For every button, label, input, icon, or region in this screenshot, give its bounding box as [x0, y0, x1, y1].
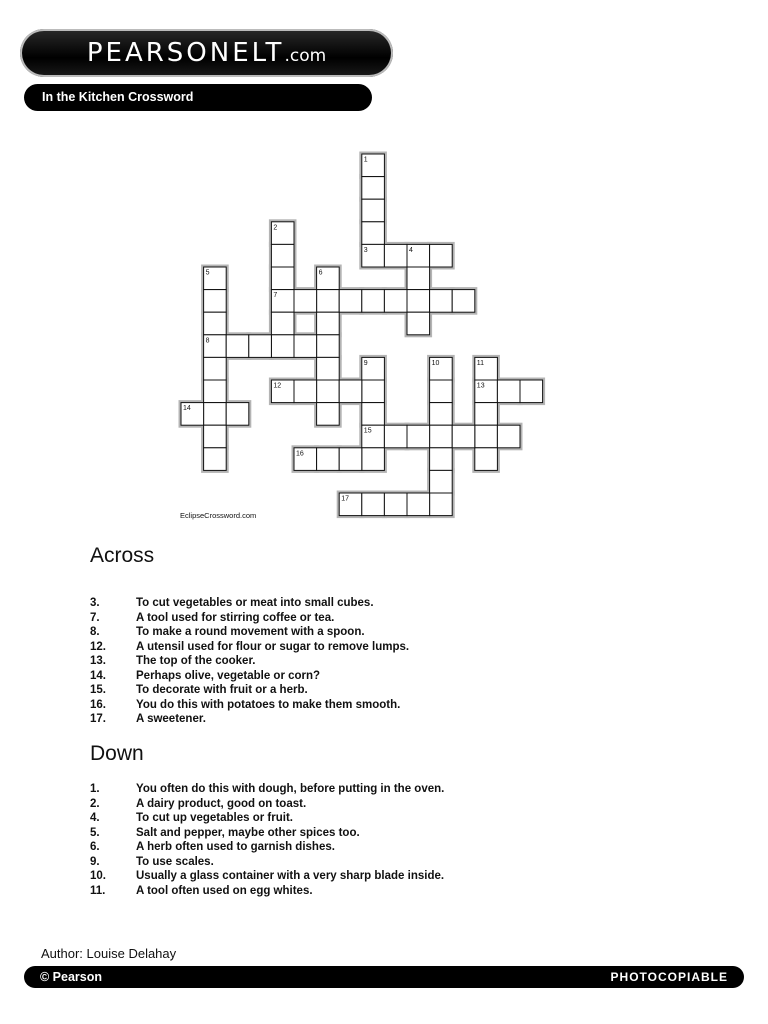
- grid-cell[interactable]: [407, 312, 430, 335]
- grid-cell[interactable]: [362, 403, 385, 426]
- grid-cell[interactable]: [430, 403, 453, 426]
- page-title: In the Kitchen Crossword: [42, 90, 194, 104]
- grid-cell[interactable]: [497, 380, 520, 403]
- clue-text: A utensil used for flour or sugar to remove lumps.: [136, 640, 410, 653]
- clue-number: 11.: [90, 884, 106, 897]
- grid-cell[interactable]: [430, 470, 453, 493]
- clue-text: To cut vegetables or meat into small cubes.: [136, 597, 374, 609]
- grid-cell[interactable]: [204, 425, 227, 448]
- clue-text: You do this with potatoes to make them smooth.: [136, 698, 401, 711]
- grid-cell[interactable]: [294, 380, 317, 403]
- cell-number: 6: [318, 269, 323, 277]
- grid-cell[interactable]: [430, 244, 453, 267]
- clue-number: 3.: [90, 597, 100, 609]
- cell-number: 3: [363, 246, 368, 254]
- clue-text: A sweetener.: [136, 713, 206, 725]
- clue-text: The top of the cooker.: [136, 655, 256, 667]
- grid-cell[interactable]: [204, 403, 227, 426]
- grid-cell[interactable]: [204, 290, 227, 313]
- grid-cell[interactable]: [362, 222, 385, 245]
- grid-cell[interactable]: [271, 312, 294, 335]
- grid-cell[interactable]: [317, 357, 340, 380]
- grid-cell[interactable]: [204, 448, 227, 471]
- clue-number: 13.: [90, 655, 106, 667]
- grid-cell[interactable]: [339, 290, 362, 313]
- clue-number: 12.: [90, 640, 106, 653]
- clue-number: 17.: [90, 713, 106, 725]
- clue-number: 4.: [90, 812, 100, 824]
- grid-cell[interactable]: [294, 335, 317, 358]
- grid-cell[interactable]: [407, 425, 430, 448]
- cell-number: 17: [341, 495, 349, 503]
- cell-number: 8: [205, 337, 210, 345]
- grid-cell[interactable]: [294, 290, 317, 313]
- clue-number: 7.: [90, 611, 100, 624]
- grid-cell[interactable]: [497, 425, 520, 448]
- clue-text: To decorate with fruit or a herb.: [136, 684, 308, 696]
- clue-number: 8.: [90, 626, 100, 638]
- clue-number: 14.: [90, 669, 106, 682]
- grid-cell[interactable]: [362, 290, 385, 313]
- photocopiable-label: PHOTOCOPIABLE: [610, 970, 728, 984]
- clue-text: Usually a glass container with a very sharp blade inside.: [136, 870, 445, 882]
- cell-number: 10: [431, 359, 440, 367]
- grid-cell[interactable]: [317, 312, 340, 335]
- grid-cell[interactable]: [430, 493, 453, 516]
- clue-text: A dairy product, good on toast.: [136, 797, 307, 810]
- grid-cell[interactable]: [407, 290, 430, 313]
- grid-cell[interactable]: [430, 380, 453, 403]
- grid-cell[interactable]: [362, 448, 385, 471]
- grid-cell[interactable]: [204, 357, 227, 380]
- grid-cell[interactable]: [384, 425, 407, 448]
- grid-cell[interactable]: [339, 448, 362, 471]
- grid-cell[interactable]: [520, 380, 543, 403]
- grid-cell[interactable]: [226, 335, 249, 358]
- grid-cell[interactable]: [407, 493, 430, 516]
- grid-cell[interactable]: [452, 290, 475, 313]
- grid-cell[interactable]: [339, 380, 362, 403]
- clue-number: 6.: [90, 841, 100, 853]
- clue-text: A tool used for stirring coffee or tea.: [136, 611, 335, 624]
- clue-text: A herb often used to garnish dishes.: [136, 841, 335, 853]
- cell-number: 2: [273, 224, 278, 232]
- cell-number: 15: [363, 427, 372, 435]
- grid-cell[interactable]: [249, 335, 272, 358]
- clue-text: Perhaps olive, vegetable or corn?: [136, 669, 321, 682]
- cell-number: 5: [205, 269, 210, 277]
- cell-number: 13: [476, 382, 485, 390]
- grid-cell[interactable]: [407, 267, 430, 290]
- author-credit: Author: Louise Delahay: [41, 946, 177, 961]
- grid-cell[interactable]: [317, 403, 340, 426]
- grid-cell[interactable]: [430, 425, 453, 448]
- grid-cell[interactable]: [317, 380, 340, 403]
- clue-number: 2.: [90, 797, 100, 810]
- cell-number: 16: [296, 450, 304, 458]
- grid-cell[interactable]: [362, 493, 385, 516]
- grid-cell[interactable]: [317, 448, 340, 471]
- logo-suffix-text: .com: [284, 46, 327, 66]
- clue-text: A tool often used on egg whites.: [136, 884, 313, 897]
- grid-cell[interactable]: [475, 425, 498, 448]
- clue-number: 16.: [90, 698, 106, 711]
- grid-cell[interactable]: [204, 312, 227, 335]
- clue-text: To cut up vegetables or fruit.: [136, 812, 293, 824]
- grid-cell[interactable]: [271, 267, 294, 290]
- clue-text: To use scales.: [136, 855, 214, 868]
- grid-cell[interactable]: [475, 403, 498, 426]
- grid-cell[interactable]: [430, 448, 453, 471]
- grid-cell[interactable]: [384, 244, 407, 267]
- clue-number: 9.: [90, 855, 100, 868]
- grid-cell[interactable]: [271, 335, 294, 358]
- grid-cell[interactable]: [362, 177, 385, 200]
- cell-number: 7: [273, 292, 278, 300]
- grid-cell[interactable]: [317, 290, 340, 313]
- cell-number: 11: [476, 359, 485, 367]
- clue-text: To make a round movement with a spoon.: [136, 626, 365, 638]
- clue-text: You often do this with dough, before putting in the oven.: [136, 783, 445, 795]
- clue-number: 5.: [90, 826, 100, 839]
- grid-cell[interactable]: [384, 493, 407, 516]
- grid-cell[interactable]: [384, 290, 407, 313]
- grid-cell[interactable]: [362, 380, 385, 403]
- clue-number: 15.: [90, 684, 106, 696]
- logo-main-text: PEARSONELT: [86, 38, 285, 68]
- cell-number: 1: [363, 156, 368, 164]
- grid-cell[interactable]: [317, 335, 340, 358]
- footer-banner: [24, 966, 744, 988]
- copyright-label: © Pearson: [40, 970, 103, 984]
- grid-cell[interactable]: [475, 448, 498, 471]
- across-heading: Across: [90, 544, 155, 567]
- grid-cell[interactable]: [430, 290, 453, 313]
- cell-number: 12: [273, 382, 282, 390]
- cell-number: 9: [363, 359, 368, 367]
- grid-cell[interactable]: [271, 244, 294, 267]
- down-heading: Down: [90, 742, 144, 765]
- cell-number: 4: [409, 246, 413, 254]
- grid-cell[interactable]: [226, 403, 249, 426]
- grid-cell[interactable]: [362, 199, 385, 222]
- eclipse-credit: EclipseCrossword.com: [180, 511, 257, 520]
- grid-cell[interactable]: [452, 425, 475, 448]
- clue-text: Salt and pepper, maybe other spices too.: [136, 826, 360, 839]
- clue-number: 10.: [90, 870, 106, 882]
- cell-number: 14: [183, 405, 191, 413]
- grid-cell[interactable]: [204, 380, 227, 403]
- clue-number: 1.: [90, 783, 100, 795]
